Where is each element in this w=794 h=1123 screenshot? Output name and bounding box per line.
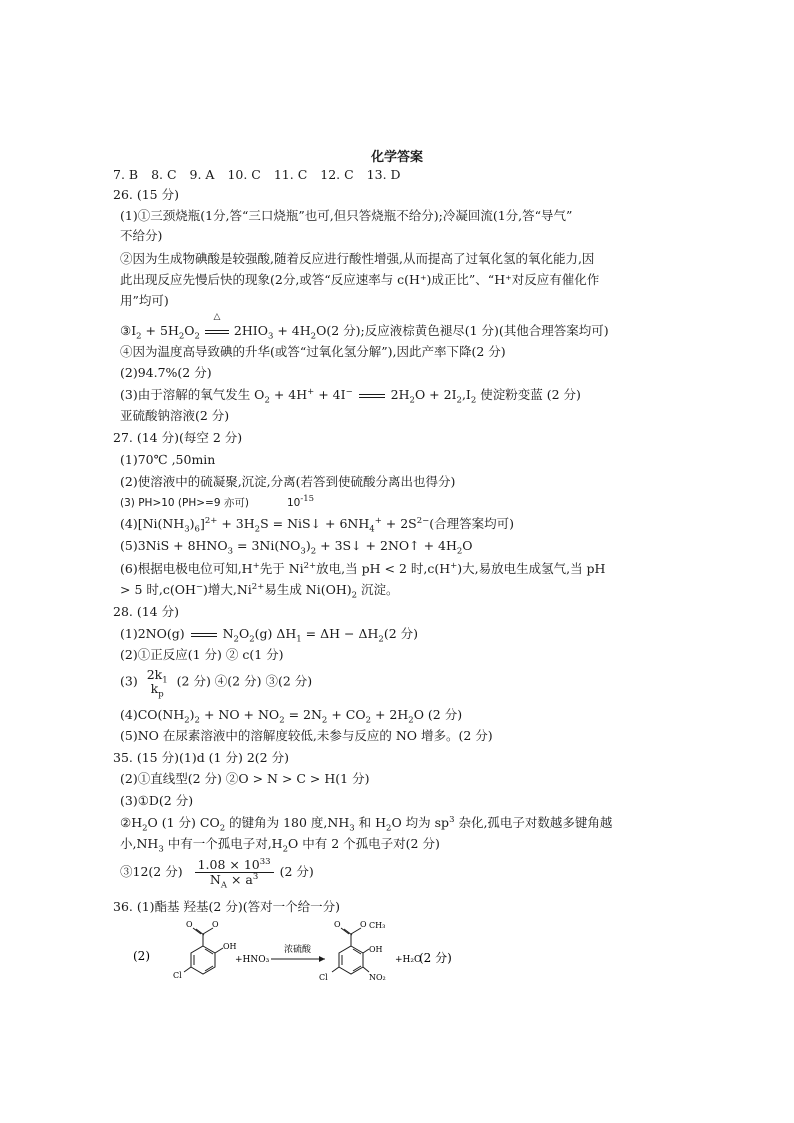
oxygen-label: O (360, 920, 367, 929)
page-title: 化学答案 (370, 150, 423, 165)
text: O (184, 323, 195, 338)
q26-line: (1)①三颈烧瓶(1分,答“三口烧瓶”也可,但只答烧瓶不给分);冷凝回流(1分,答“导气” (120, 208, 573, 223)
text: )大,易放电生成氢气,当 pH (457, 561, 606, 576)
q28-line: (5)NO 在尿素溶液中的溶解度较低,未参与反应的 NO 增多。(2 分) (120, 728, 493, 743)
exponent: -15 (300, 493, 315, 504)
text: (3) PH>10 (PH>=9 亦可) (120, 497, 249, 509)
text: 使淀粉变蓝 (2 分) (476, 387, 581, 402)
mcq-answer: 11. C (273, 167, 308, 182)
text: + 2S (381, 516, 417, 531)
oxygen-label: O (334, 920, 341, 929)
text: ③12(2 分) (120, 864, 183, 879)
text: O 中有 2 个孤电子对(2 分) (288, 836, 440, 851)
text: 1.08 × 10 (197, 857, 260, 872)
q26-equation-line: $③I_2 + 5H_2O_2$ △ $2HIO_3 + 4H_2O(2$ 分);反应液棕黄色褪尽(1 分)(其他合理答案均可) (120, 312, 609, 342)
text: × a (226, 872, 253, 887)
text: N (222, 626, 234, 641)
text: ,I (461, 387, 471, 402)
reactant-structure (184, 928, 223, 974)
chloro-label: Cl (319, 973, 328, 982)
text: (5)3NiS + 8HNO (120, 538, 228, 553)
q28-line: $(4)CO(NH_2)_2$ + NO + $NO_2 = 2N_2 + CO_2 + 2H_2O$ (2 分) (120, 707, 463, 726)
mcq-answer: 9. A (189, 167, 215, 182)
text: 2HIO (233, 323, 268, 338)
text: (3) (120, 673, 138, 689)
text: + 3S↓ + 2NO↑ + 4H (316, 538, 457, 553)
chloro-label: Cl (173, 971, 182, 980)
mcq-answers (113, 166, 410, 184)
text: + 4H (269, 387, 308, 402)
text: 2H (390, 387, 410, 402)
text: k (150, 681, 159, 696)
text: ②H (120, 815, 143, 830)
text: > 5 时,c(OH (120, 582, 196, 597)
q26-heading: 26. (15 分) (113, 187, 179, 202)
heat-symbol: △ (213, 312, 221, 322)
text: (g) ΔH (254, 626, 297, 641)
q26-line: 用”均可) (120, 293, 169, 308)
hydroxyl-label: OH (223, 942, 237, 951)
mcq-answer: 13. D (366, 167, 401, 182)
mcq-answer: 10. C (227, 167, 261, 182)
q28-line (120, 667, 313, 700)
text: + 5H (141, 323, 179, 338)
product-structure (332, 928, 369, 974)
q36-heading: 36. (1)酯基 羟基(2 分)(答对一个给一分) (113, 899, 340, 914)
text: 易生成 Ni(OH) (264, 582, 352, 597)
text: ③I (120, 323, 137, 338)
text: (2 分) (279, 864, 314, 879)
q26-line: ④因为温度高导致碘的升华(或答“过氧化氢分解”),因此产率下降(2 分) (120, 344, 506, 359)
q27-line: (6)根据电极电位可知,H+先于 $Ni^{2+}$放电,当 pH < 2 时,c(H+)大,易放电生成氢气,当 pH (120, 560, 606, 576)
text: 小,NH (120, 836, 159, 851)
q28-line: (2)①正反应(1 分) ② c(1 分) (120, 647, 284, 662)
q27-line: > 5 时,c(OH−)增大$,Ni^{2+}$易生成 $Ni(OH)_2$ 沉淀。 (120, 581, 399, 601)
text: = 3Ni(NO (233, 538, 301, 553)
text: ) (305, 538, 311, 553)
text: 2k (146, 667, 163, 682)
q26-line: (2)94.7%(2 分) (120, 365, 212, 380)
text: N (209, 872, 221, 887)
text: 放电,当 pH < 2 时,c(H (316, 561, 451, 576)
reaction-scheme (113, 918, 553, 988)
q27-line (120, 493, 314, 512)
arrow-head (319, 956, 325, 962)
text: O(2 分);反应液棕黄色褪尽(1 分)(其他合理答案均可) (316, 323, 609, 338)
text: O 均为 sp (391, 815, 450, 830)
text: + 4I (314, 387, 346, 402)
text: ] (199, 516, 205, 531)
reagent-label: +HNO₃ (235, 955, 270, 965)
text: (4)CO(NH (120, 707, 185, 722)
q27-line: $(4)[Ni(NH_3)_6]^{2+} + 3H_2S$ = NiS↓ + $6NH_4^+ + 2S^{2-}$(合理答案均可) (120, 515, 515, 535)
q27-line: (2)使溶液中的硫凝聚,沉淀,分离(若答到使硫酸分离出也得分) (120, 474, 456, 489)
q26-line: ②因为生成物碘酸是较强酸,随着反应进行酸性增强,从而提高了过氧化氢的氧化能力,因 (120, 251, 595, 266)
q26-line: 亚硫酸钠溶液(2 分) (120, 408, 230, 423)
text: 和 H (354, 815, 387, 830)
q35-line: 小$,NH_3$ 中有一个孤电子对$,H_2O$ 中有 2 个孤电子对(2 分) (120, 836, 440, 855)
q35-line (120, 856, 314, 891)
text: = ΔH − ΔH (301, 626, 379, 641)
text: (1)2NO(g) (120, 626, 185, 641)
mcq-answer: 7. B (113, 167, 139, 182)
text: + 3H (217, 516, 255, 531)
text: 杂化,孤电子对数越多键角越 (454, 815, 613, 830)
text: 沉淀。 (357, 582, 399, 597)
q27-heading: 27. (14 分)(每空 2 分) (113, 430, 243, 445)
q35-line: (2)①直线型(2 分) ②O > N > C > H(1 分) (120, 771, 370, 786)
density-fraction: $\frac{1.08 \times 10^{33}}{N_A \times a^3}$ (195, 858, 274, 887)
q28-line: (1)2NO(g) $N_2O_2(g) \Delta H_1 = \Delta H - \Delta H_2(2$ 分) (120, 626, 419, 645)
score-label: (2 分) (419, 951, 452, 965)
text: 的键角为 180 度,NH (225, 815, 350, 830)
text: O (2 分) (413, 707, 463, 722)
q26-line: 此出现反应先慢后快的现象(2分,或答“反应速率与 c(H⁺)成正比”、“H⁺对反应有催化作 (120, 272, 600, 287)
text: 中有一个孤电子对,H (163, 836, 283, 851)
oxygen-label: O (186, 920, 193, 929)
text: ) (189, 516, 195, 531)
fraction: $2k_1$ $k_p$ (146, 667, 168, 700)
text: O (462, 538, 473, 553)
methyl-label: CH₃ (369, 921, 386, 930)
catalyst-label: 浓硫酸 (284, 945, 312, 955)
q26-line: (3)由于溶解的氧气发生 $O_2 + 4H^+ + 4I^-$ $2H_2O + 2I_2,I_2$ 使淀粉变蓝 (2 分) (120, 386, 581, 406)
exponent: 33 (259, 856, 271, 867)
q27-line: $(5)3NiS + 8HNO_3 = 3Ni(NO_3)_2$ + 3S↓ + 2NO↑ + $4H_2O$ (120, 538, 473, 557)
text: O (1 分) CO (147, 815, 220, 830)
q35-line: $②H_2O$ (1 分) $CO_2$ 的键角为 180 度$,NH_3$ 和 $H_2O$ 均为 $sp^3$ 杂化,孤电子对数越多键角越 (120, 814, 613, 834)
text: )增大,Ni (203, 582, 252, 597)
text: 10 (286, 497, 301, 509)
nitro-label: NO₂ (369, 973, 386, 982)
mcq-answer: 8. C (151, 167, 177, 182)
q28-heading: 28. (14 分) (113, 604, 179, 619)
text: (2 分) ④(2 分) ③(2 分) (176, 673, 313, 689)
text: (3)由于溶解的氧气发生 O (120, 387, 265, 402)
hydroxyl-label: OH (369, 945, 383, 954)
part-label: (2) (133, 949, 150, 963)
oxygen-label: O (212, 920, 219, 929)
text: (6)根据电极电位可知,H (120, 561, 253, 576)
water-label: +H₂O (395, 955, 422, 965)
heat-condition-arrow (204, 312, 230, 340)
equals-arrow (359, 394, 385, 398)
text: (4)[Ni(NH (120, 516, 185, 531)
mcq-answer: 12. C (320, 167, 354, 182)
q27-line: (1)70℃ ,50min (120, 452, 216, 467)
text: 先于 Ni (259, 561, 304, 576)
text: + CO (327, 707, 366, 722)
equilibrium-arrow (191, 633, 217, 637)
text: + NO + NO (199, 707, 280, 722)
text: S = NiS↓ + 6NH (260, 516, 370, 531)
text: + 2H (371, 707, 409, 722)
text: (合理答案均可) (429, 516, 515, 531)
text: ) (189, 707, 195, 722)
q35-line: (3)①D(2 分) (120, 793, 194, 808)
text: O + 2I (414, 387, 457, 402)
text: (2 分) (383, 626, 419, 641)
text: = 2N (284, 707, 322, 722)
q35-heading: 35. (15 分)(1)d (1 分) 2(2 分) (113, 750, 289, 765)
text: + 4H (273, 323, 311, 338)
q26-line: 不给分) (120, 228, 163, 243)
text: O (238, 626, 250, 641)
